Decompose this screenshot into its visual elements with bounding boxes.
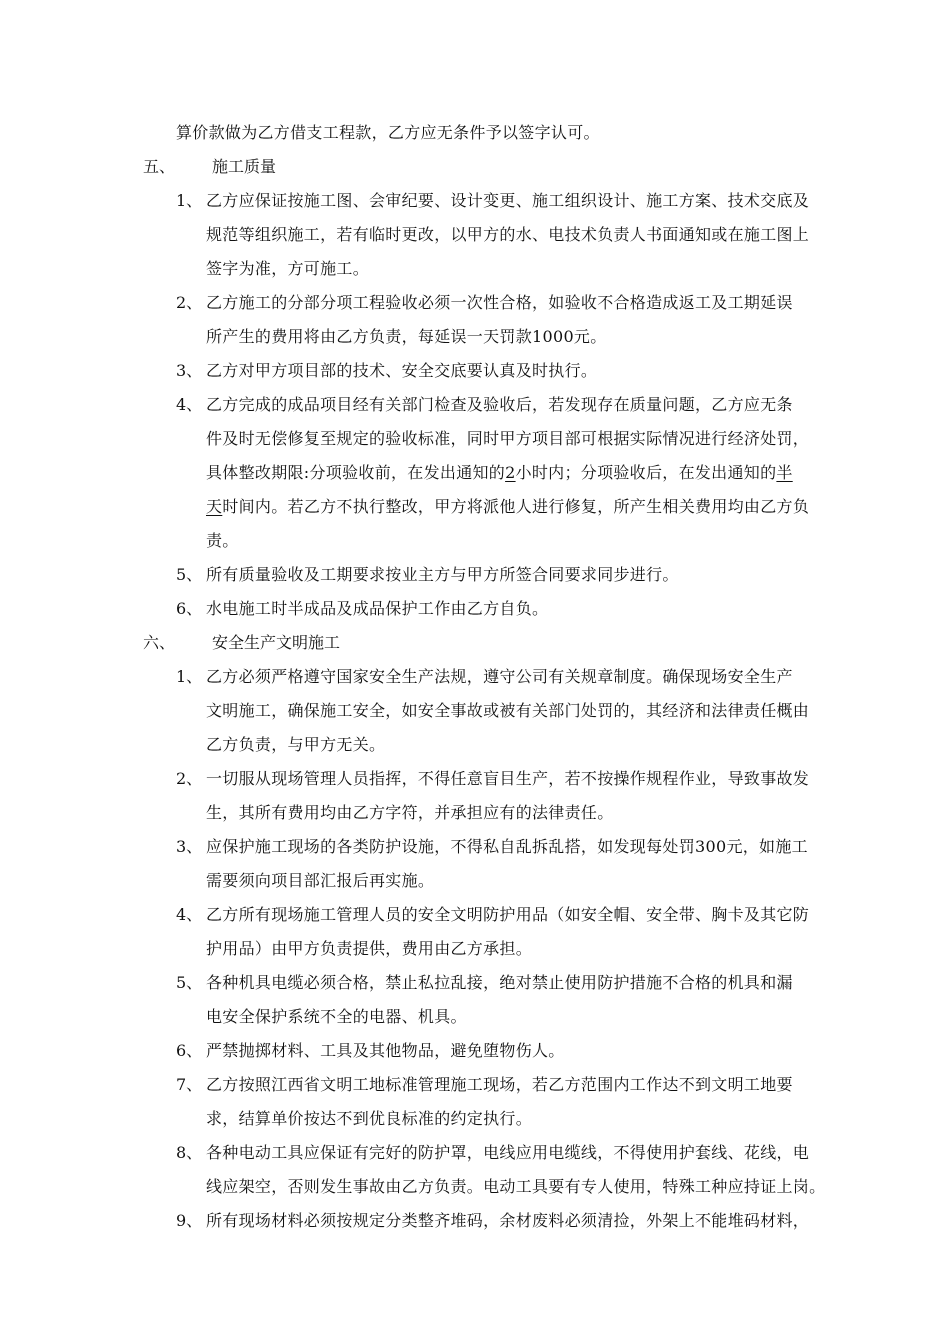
item-line: 电安全保护系统不全的电器、机具。 xyxy=(206,1007,467,1026)
item-line: 求，结算单价按达不到优良标准的约定执行。 xyxy=(206,1109,533,1128)
item-number: 3、 xyxy=(176,361,203,380)
text-span: 时间内。若乙方不执行整改，甲方将派他人进行修复，所产生相关费用均由乙方负 xyxy=(222,497,810,516)
item-line: 文明施工，确保施工安全，如安全事故或被有关部门处罚的，其经济和法律责任概由 xyxy=(206,701,810,720)
item-line: 应保护施工现场的各类防护设施，不得私自乱拆乱搭，如发现每处罚300元，如施工 xyxy=(206,837,808,856)
item-line: 所有质量验收及工期要求按业主方与甲方所签合同要求同步进行。 xyxy=(206,565,679,584)
underlined-value: 2 xyxy=(505,463,516,482)
section-5-title: 施工质量 xyxy=(212,157,277,176)
item-number: 2、 xyxy=(176,769,203,788)
item-number: 1、 xyxy=(176,667,203,686)
item-line: 护用品）由甲方负责提供，费用由乙方承担。 xyxy=(206,939,533,958)
item-number: 5、 xyxy=(176,565,203,584)
item-line: 需要须向项目部汇报后再实施。 xyxy=(206,871,435,890)
item-line: 水电施工时半成品及成品保护工作由乙方自负。 xyxy=(206,599,549,618)
item-number: 2、 xyxy=(176,293,203,312)
item-number: 7、 xyxy=(176,1075,203,1094)
continuation-line: 算价款做为乙方借支工程款，乙方应无条件予以签字认可。 xyxy=(176,123,600,142)
item-line-with-underline xyxy=(206,497,809,517)
item-line: 乙方对甲方项目部的技术、安全交底要认真及时执行。 xyxy=(206,361,598,380)
item-number: 5、 xyxy=(176,973,203,992)
section-6-title: 安全生产文明施工 xyxy=(212,633,341,652)
item-line: 责。 xyxy=(206,531,239,550)
item-line: 生，其所有费用均由乙方字符，并承担应有的法律责任。 xyxy=(206,803,614,822)
item-line: 各种电动工具应保证有完好的防护罩，电线应用电缆线，不得使用护套线、花线，电 xyxy=(206,1143,810,1162)
item-line: 乙方按照江西省文明工地标准管理施工现场，若乙方范围内工作达不到文明工地要 xyxy=(206,1075,793,1094)
item-number: 4、 xyxy=(176,395,203,414)
item-line: 乙方所有现场施工管理人员的安全文明防护用品（如安全帽、安全带、胸卡及其它防 xyxy=(206,905,810,924)
item-line: 乙方必须严格遵守国家安全生产法规，遵守公司有关规章制度。确保现场安全生产 xyxy=(206,667,793,686)
item-number: 1、 xyxy=(176,191,203,210)
item-line: 乙方施工的分部分项工程验收必须一次性合格，如验收不合格造成返工及工期延误 xyxy=(206,293,793,312)
section-5-number: 五、 xyxy=(143,157,176,176)
item-number: 3、 xyxy=(176,837,203,856)
item-line: 所有现场材料必须按规定分类整齐堆码，余材废料必须清捡，外架上不能堆码材料， xyxy=(206,1211,810,1230)
underlined-value: 半 xyxy=(776,463,793,482)
item-line: 线应架空，否则发生事故由乙方负责。电动工具要有专人使用，特殊工种应持证上岗。 xyxy=(206,1177,826,1196)
item-line: 乙方完成的成品项目经有关部门检查及验收后，若发现存在质量问题，乙方应无条 xyxy=(206,395,793,414)
item-number: 8、 xyxy=(176,1143,203,1162)
item-number: 6、 xyxy=(176,1041,203,1060)
item-line: 一切服从现场管理人员指挥，不得任意盲目生产，若不按操作规程作业，导致事故发 xyxy=(206,769,810,788)
item-line: 规范等组织施工，若有临时更改，以甲方的水、电技术负责人书面通知或在施工图上 xyxy=(206,225,810,244)
item-line: 签字为准，方可施工。 xyxy=(206,259,370,278)
item-line: 所产生的费用将由乙方负责，每延误一天罚款1000元。 xyxy=(206,327,607,346)
text-span: 具体整改期限:分项验收前，在发出通知的 xyxy=(206,463,506,482)
item-number: 6、 xyxy=(176,599,203,618)
underlined-value: 天 xyxy=(206,497,223,516)
item-number: 9、 xyxy=(176,1211,203,1230)
item-line: 乙方负责，与甲方无关。 xyxy=(206,735,386,754)
item-line: 严禁抛掷材料、工具及其他物品，避免堕物伤人。 xyxy=(206,1041,565,1060)
text-span: 小时内；分项验收后，在发出通知的 xyxy=(515,463,777,482)
item-number: 4、 xyxy=(176,905,203,924)
item-line: 乙方应保证按施工图、会审纪要、设计变更、施工组织设计、施工方案、技术交底及 xyxy=(206,191,810,210)
item-line: 各种机具电缆必须合格，禁止私拉乱接，绝对禁止使用防护措施不合格的机具和漏 xyxy=(206,973,793,992)
item-line-with-underline xyxy=(206,463,793,483)
section-6-number: 六、 xyxy=(143,633,176,652)
item-line: 件及时无偿修复至规定的验收标准，同时甲方项目部可根据实际情况进行经济处罚， xyxy=(206,429,810,448)
